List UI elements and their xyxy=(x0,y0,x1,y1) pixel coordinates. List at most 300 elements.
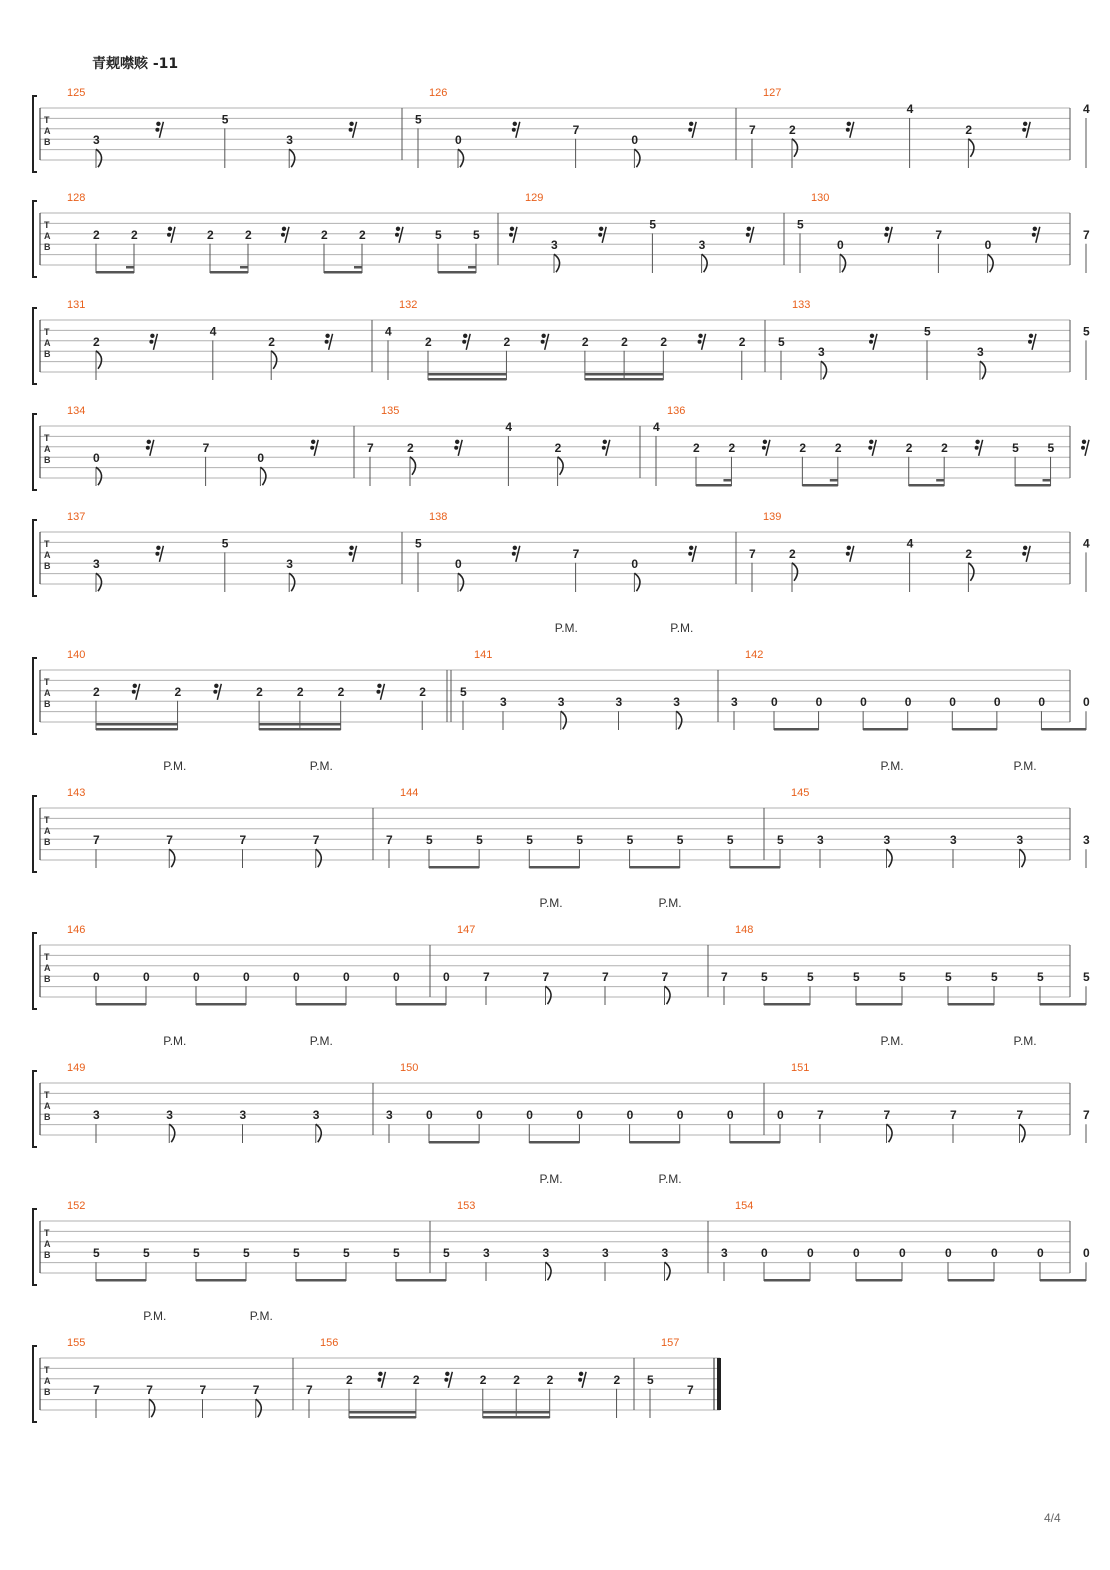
eighth-flag xyxy=(968,563,974,581)
sixteenth-beam xyxy=(468,266,476,269)
fret-number: 0 xyxy=(761,1246,768,1261)
tab-clef-letter: T xyxy=(44,327,50,337)
rest-dot xyxy=(454,446,458,450)
measure-number: 141 xyxy=(474,649,493,661)
eighth-flag xyxy=(149,1399,155,1417)
rest-dot xyxy=(846,128,850,132)
fret-number: 0 xyxy=(945,1246,952,1261)
sixteenth-beam xyxy=(96,723,178,726)
rest-dot xyxy=(1032,233,1036,237)
palm-mute-label: P.M. xyxy=(658,1172,682,1186)
fret-number: 0 xyxy=(860,695,867,710)
measure-number: 150 xyxy=(400,1062,419,1074)
rest-dot xyxy=(1033,227,1037,231)
fret-number: 3 xyxy=(883,833,891,848)
fret-number: 5 xyxy=(1037,970,1044,985)
eighth-flag xyxy=(554,254,560,272)
tab-clef-letter: B xyxy=(44,242,51,252)
fret-number: 0 xyxy=(576,1108,584,1123)
eighth-flag xyxy=(546,1262,552,1280)
tab-clef-letter: T xyxy=(44,1090,50,1100)
eighth-flag xyxy=(458,573,464,591)
palm-mute-label: P.M. xyxy=(880,759,904,773)
eighth-beam xyxy=(802,484,837,487)
fret-number: 3 xyxy=(286,557,293,572)
system-bracket xyxy=(33,658,37,734)
eighth-beam xyxy=(529,866,579,869)
rest-dot xyxy=(746,233,750,237)
eighth-beam xyxy=(349,1416,416,1419)
eighth-beam xyxy=(210,271,248,274)
fret-number: 3 xyxy=(615,695,623,710)
palm-mute-label: P.M. xyxy=(249,1309,273,1323)
eighth-beam xyxy=(948,1279,994,1282)
fret-number: 7 xyxy=(572,122,580,137)
fret-number: 5 xyxy=(476,833,483,848)
fret-number: 7 xyxy=(146,1383,153,1398)
eighth-beam xyxy=(438,271,476,274)
eighth-flag xyxy=(968,139,974,157)
rest-dot xyxy=(156,122,160,126)
measure-number: 152 xyxy=(67,1200,86,1212)
eighth-flag xyxy=(634,573,640,591)
fret-number: 7 xyxy=(386,833,393,848)
fret-number: 2 xyxy=(131,227,138,242)
fret-number: 2 xyxy=(693,440,700,455)
tab-clef-letter: A xyxy=(44,444,51,454)
fret-number: 2 xyxy=(581,334,589,349)
fret-number: 3 xyxy=(817,833,824,848)
eighth-flag xyxy=(988,254,994,272)
fret-number: 0 xyxy=(904,695,912,710)
tab-clef-letter: B xyxy=(44,1112,51,1122)
fret-number: 0 xyxy=(455,133,462,148)
fret-number: 0 xyxy=(726,1108,734,1123)
system-bracket xyxy=(33,520,37,596)
fret-number: 2 xyxy=(965,546,973,561)
measure-number: 135 xyxy=(381,405,400,417)
fret-number: 7 xyxy=(817,1108,824,1123)
rest-dot xyxy=(698,340,702,344)
rest-dot xyxy=(1022,128,1026,132)
system-bracket xyxy=(33,414,37,490)
eighth-beam xyxy=(764,1003,810,1006)
tab-clef-letter: B xyxy=(44,561,51,571)
eighth-flag xyxy=(316,849,322,867)
fret-number: 2 xyxy=(621,334,628,349)
system-bracket xyxy=(33,201,37,277)
sixteenth-beam xyxy=(483,1411,550,1414)
palm-mute-label: P.M. xyxy=(163,1034,187,1048)
fret-number: 3 xyxy=(386,1108,393,1123)
rest-dot xyxy=(155,552,159,556)
fret-number: 3 xyxy=(166,1108,173,1123)
fret-number: 2 xyxy=(834,440,842,455)
sixteenth-beam xyxy=(936,479,944,482)
fret-number: 4 xyxy=(505,420,513,434)
fret-number: 3 xyxy=(731,695,738,710)
rest-dot xyxy=(698,334,702,338)
rest-dot xyxy=(311,440,315,444)
fret-number: 0 xyxy=(1037,1246,1044,1261)
fret-number: 3 xyxy=(950,833,957,848)
eighth-flag xyxy=(96,149,102,167)
eighth-beam xyxy=(96,271,134,274)
rest-dot xyxy=(1029,334,1033,338)
measure-number: 137 xyxy=(67,511,86,523)
fret-number: 2 xyxy=(513,1372,520,1387)
eighth-beam xyxy=(429,1141,479,1144)
fret-number: 5 xyxy=(647,1372,654,1387)
fret-number: 0 xyxy=(949,695,956,710)
eighth-beam xyxy=(1041,728,1086,731)
rest-dot xyxy=(377,1378,381,1382)
rest-dot xyxy=(512,552,516,556)
fret-number: 0 xyxy=(676,1108,684,1123)
measure-number: 134 xyxy=(67,405,86,417)
fret-number: 2 xyxy=(207,227,214,242)
fret-number: 7 xyxy=(1016,1108,1024,1123)
fret-number: 7 xyxy=(602,970,609,985)
rest-dot xyxy=(975,440,979,444)
eighth-flag xyxy=(169,849,175,867)
measure-number: 157 xyxy=(661,1337,680,1349)
rest-dot xyxy=(378,1372,382,1376)
rest-dot xyxy=(747,227,751,231)
fret-number: 2 xyxy=(799,440,807,455)
fret-number: 5 xyxy=(526,833,533,848)
fret-number: 3 xyxy=(698,238,706,253)
eighth-flag xyxy=(840,254,846,272)
fret-number: 5 xyxy=(415,112,422,127)
palm-mute-label: P.M. xyxy=(163,759,187,773)
rest-dot xyxy=(376,690,380,694)
fret-number: 3 xyxy=(312,1108,320,1123)
tab-clef-letter: B xyxy=(44,1250,51,1260)
measure-number: 136 xyxy=(667,405,686,417)
rest-dot xyxy=(395,233,399,237)
system-bracket xyxy=(33,1071,37,1147)
sixteenth-beam xyxy=(585,373,663,376)
system-bracket xyxy=(33,1209,37,1285)
fret-number: 2 xyxy=(256,684,263,699)
rest-dot xyxy=(870,334,874,338)
eighth-flag xyxy=(96,351,102,369)
eighth-beam xyxy=(696,484,731,487)
rest-dot xyxy=(688,552,692,556)
fret-number: 0 xyxy=(853,1246,860,1261)
fret-number: 2 xyxy=(412,1372,420,1387)
tab-clef-letter: T xyxy=(44,1365,50,1375)
sixteenth-beam xyxy=(1043,479,1051,482)
fret-number: 7 xyxy=(572,546,580,561)
fret-number: 0 xyxy=(1083,695,1090,710)
measure-number: 146 xyxy=(67,924,86,936)
eighth-beam xyxy=(774,728,819,731)
system-bracket xyxy=(33,308,37,384)
sixteenth-beam xyxy=(428,373,506,376)
eighth-beam xyxy=(428,378,506,381)
measure-number: 142 xyxy=(745,649,764,661)
fret-number: 7 xyxy=(542,970,550,985)
fret-number: 3 xyxy=(286,133,293,148)
fret-number: 2 xyxy=(337,684,345,699)
fret-number: 5 xyxy=(761,970,768,985)
fret-number: 2 xyxy=(419,684,426,699)
fret-number: 2 xyxy=(554,440,562,455)
eighth-beam xyxy=(863,728,908,731)
system-bracket xyxy=(33,1346,37,1422)
fret-number: 7 xyxy=(1083,1108,1090,1123)
fret-number: 3 xyxy=(551,238,558,253)
fret-number: 0 xyxy=(93,970,100,985)
fret-number: 4 xyxy=(209,324,217,339)
fret-number: 2 xyxy=(93,227,100,242)
eighth-beam xyxy=(856,1279,902,1282)
measure-number: 155 xyxy=(67,1337,86,1349)
fret-number: 5 xyxy=(93,1246,100,1261)
measure-number: 125 xyxy=(67,87,86,99)
rest-dot xyxy=(762,446,766,450)
tab-clef-letter: A xyxy=(44,688,51,698)
rest-dot xyxy=(688,128,692,132)
rest-dot xyxy=(885,227,889,231)
page-number: 4/4 xyxy=(1044,1511,1061,1525)
fret-number: 0 xyxy=(771,695,778,710)
fret-number: 5 xyxy=(924,324,931,339)
tab-clef-letter: B xyxy=(44,137,51,147)
rest-dot xyxy=(1082,440,1086,444)
eighth-beam xyxy=(396,1279,446,1282)
score-title: 青觌噤赅 -11 xyxy=(92,56,179,72)
fret-number: 5 xyxy=(899,970,906,985)
rest-dot xyxy=(689,546,693,550)
rest-dot xyxy=(975,446,979,450)
fret-number: 7 xyxy=(883,1108,891,1123)
eighth-flag xyxy=(1020,849,1026,867)
sixteenth-beam xyxy=(126,266,134,269)
rest-dot xyxy=(599,227,603,231)
measure-number: 138 xyxy=(429,511,448,523)
fret-number: 7 xyxy=(687,1383,694,1398)
rest-dot xyxy=(846,552,850,556)
fret-number: 0 xyxy=(1038,695,1046,710)
eighth-beam xyxy=(730,866,780,869)
rest-dot xyxy=(579,1372,583,1376)
eighth-beam xyxy=(952,728,997,731)
rest-dot xyxy=(396,227,400,231)
eighth-flag xyxy=(561,711,567,729)
rest-dot xyxy=(512,128,516,132)
fret-number: 5 xyxy=(797,217,804,232)
eighth-flag xyxy=(260,467,266,485)
tab-clef-letter: A xyxy=(44,826,51,836)
fret-number: 7 xyxy=(239,833,247,848)
fret-number: 3 xyxy=(1016,833,1024,848)
eighth-beam xyxy=(259,728,341,731)
rest-dot xyxy=(155,128,159,132)
fret-number: 2 xyxy=(346,1372,353,1387)
eighth-flag xyxy=(887,849,893,867)
rest-dot xyxy=(349,552,353,556)
final-barline-thick xyxy=(717,1358,721,1410)
eighth-flag xyxy=(458,149,464,167)
palm-mute-label: P.M. xyxy=(309,1034,333,1048)
eighth-flag xyxy=(702,254,708,272)
fret-number: 2 xyxy=(174,684,182,699)
rest-dot xyxy=(884,233,888,237)
tab-clef-letter: T xyxy=(44,433,50,443)
fret-number: 2 xyxy=(93,334,100,349)
eighth-beam xyxy=(96,728,178,731)
eighth-beam xyxy=(196,1279,246,1282)
eighth-beam xyxy=(96,1279,146,1282)
fret-number: 0 xyxy=(631,557,639,572)
fret-number: 3 xyxy=(542,1246,550,1261)
eighth-beam xyxy=(296,1279,346,1282)
fret-number: 3 xyxy=(557,695,565,710)
eighth-flag xyxy=(410,457,416,475)
tab-clef-letter: B xyxy=(44,455,51,465)
fret-number: 2 xyxy=(546,1372,554,1387)
rest-dot xyxy=(156,546,160,550)
rest-dot xyxy=(462,340,466,344)
eighth-beam xyxy=(96,1003,146,1006)
palm-mute-label: P.M. xyxy=(1013,1034,1037,1048)
rest-dot xyxy=(598,233,602,237)
fret-number: 5 xyxy=(415,536,422,551)
eighth-flag xyxy=(96,467,102,485)
eighth-flag xyxy=(96,573,102,591)
measure-number: 143 xyxy=(67,787,86,799)
fret-number: 5 xyxy=(649,217,657,232)
fret-number: 5 xyxy=(221,112,229,127)
fret-number: 5 xyxy=(807,970,814,985)
sixteenth-beam xyxy=(259,723,341,726)
measure-number: 139 xyxy=(763,511,782,523)
fret-number: 0 xyxy=(991,1246,998,1261)
fret-number: 2 xyxy=(407,440,414,455)
palm-mute-label: P.M. xyxy=(554,621,578,635)
palm-mute-label: P.M. xyxy=(309,759,333,773)
fret-number: 5 xyxy=(460,684,467,699)
fret-number: 7 xyxy=(199,1383,207,1398)
rest-dot xyxy=(445,1372,449,1376)
fret-number: 0 xyxy=(455,557,462,572)
rest-dot xyxy=(763,440,767,444)
fret-number: 0 xyxy=(193,970,200,985)
rest-dot xyxy=(847,122,851,126)
rest-dot xyxy=(349,122,353,126)
rest-dot xyxy=(150,334,154,338)
eighth-flag xyxy=(1020,1124,1026,1142)
measure-number: 153 xyxy=(457,1200,476,1212)
eighth-beam xyxy=(1015,484,1050,487)
fret-number: 0 xyxy=(93,451,100,466)
fret-number: 5 xyxy=(1083,324,1090,339)
fret-number: 2 xyxy=(789,122,796,137)
fret-number: 5 xyxy=(626,833,634,848)
fret-number: 0 xyxy=(476,1108,483,1123)
measure-number: 148 xyxy=(735,924,754,936)
fret-number: 0 xyxy=(343,970,350,985)
rest-dot xyxy=(1028,340,1032,344)
eighth-beam xyxy=(1040,1003,1086,1006)
fret-number: 7 xyxy=(306,1383,313,1398)
tab-clef-letter: A xyxy=(44,1376,51,1386)
tab-clef-letter: B xyxy=(44,974,51,984)
fret-number: 7 xyxy=(312,833,320,848)
measure-number: 154 xyxy=(735,1200,754,1212)
eighth-flag xyxy=(792,139,798,157)
fret-number: 5 xyxy=(1083,970,1090,985)
rest-dot xyxy=(149,340,153,344)
measure-number: 145 xyxy=(791,787,810,799)
fret-number: 5 xyxy=(945,970,952,985)
rest-dot xyxy=(1023,122,1027,126)
eighth-flag xyxy=(665,1262,671,1280)
rest-dot xyxy=(147,440,151,444)
fret-number: 5 xyxy=(443,1246,450,1261)
fret-number: 0 xyxy=(815,695,823,710)
fret-number: 7 xyxy=(749,546,756,561)
fret-number: 2 xyxy=(941,440,948,455)
fret-number: 5 xyxy=(726,833,734,848)
rest-dot xyxy=(168,227,172,231)
eighth-flag xyxy=(887,1124,893,1142)
fret-number: 0 xyxy=(443,970,450,985)
fret-number: 3 xyxy=(977,345,984,360)
fret-number: 7 xyxy=(749,122,756,137)
palm-mute-label: P.M. xyxy=(539,1172,563,1186)
eighth-flag xyxy=(558,457,564,475)
fret-number: 0 xyxy=(526,1108,533,1123)
measure-number: 149 xyxy=(67,1062,86,1074)
rest-dot xyxy=(310,446,314,450)
fret-number: 2 xyxy=(503,334,511,349)
eighth-beam xyxy=(856,1003,902,1006)
rest-dot xyxy=(281,233,285,237)
fret-number: 4 xyxy=(1083,102,1090,116)
fret-number: 0 xyxy=(293,970,300,985)
tab-clef-letter: B xyxy=(44,349,51,359)
rest-dot xyxy=(377,684,381,688)
rest-dot xyxy=(1023,546,1027,550)
rest-dot xyxy=(509,233,513,237)
fret-number: 5 xyxy=(193,1246,200,1261)
fret-number: 5 xyxy=(576,833,584,848)
rest-dot xyxy=(463,334,467,338)
rest-dot xyxy=(513,122,517,126)
fret-number: 7 xyxy=(93,1383,100,1398)
eighth-flag xyxy=(316,1124,322,1142)
fret-number: 5 xyxy=(777,833,784,848)
fret-number: 2 xyxy=(359,227,366,242)
fret-number: 0 xyxy=(393,970,400,985)
rest-dot xyxy=(1081,446,1085,450)
sixteenth-beam xyxy=(354,266,362,269)
rest-dot xyxy=(444,1378,448,1382)
rest-dot xyxy=(513,546,517,550)
fret-number: 5 xyxy=(1047,440,1055,455)
rest-dot xyxy=(282,227,286,231)
fret-number: 2 xyxy=(93,684,100,699)
fret-number: 7 xyxy=(935,227,943,242)
fret-number: 7 xyxy=(93,833,100,848)
fret-number: 3 xyxy=(239,1108,247,1123)
eighth-beam xyxy=(396,1003,446,1006)
fret-number: 7 xyxy=(1083,227,1090,242)
